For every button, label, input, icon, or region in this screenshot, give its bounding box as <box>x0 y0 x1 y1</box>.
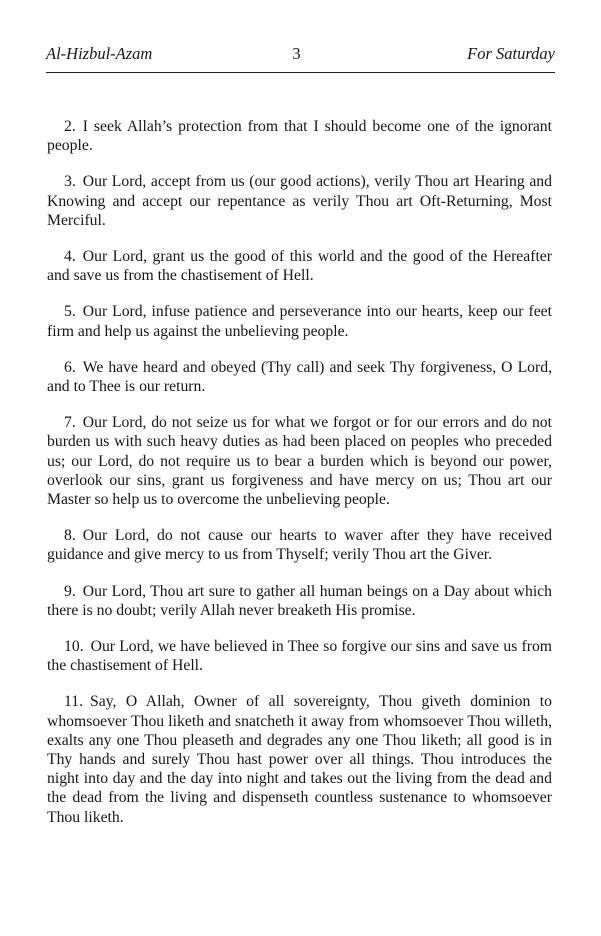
paragraph-text: Our Lord, do not seize us for what we forgot or for our errors and do not burden us with such heavy duties as had been placed on peoples who preceded us; our Lord, do not require us to bear a burden which is beyond our power, overlook our sins, grant us forgiveness and have mercy on us; Thou art our Master so help us to overcome the unbelieving people. <box>47 414 552 509</box>
paragraph-number: 10. <box>64 638 84 656</box>
paragraph-9 <box>47 582 552 620</box>
paragraph-3 <box>47 172 552 230</box>
paragraph-number: 5. <box>64 303 76 321</box>
paragraph-6 <box>47 358 552 396</box>
header-rule <box>46 72 555 73</box>
paragraph-text: Say, O Allah, Owner of all sovereignty, Thou giveth dominion to whomsoever Thou liketh and snatcheth it away from whomsoever Thou willeth, exalts any one Thou pleaseth and degrades any one Thou liketh; all good is in Thy hands and surely Thou hast power over all things. Thou introduces the night into day and the day into night and takes out the living from the dead and the dead from the living and dispenseth countless sustenance to whomsoever Thou liketh. <box>47 693 552 826</box>
paragraph-number: 8. <box>64 527 76 545</box>
paragraph-text: Our Lord, accept from us (our good actions), verily Thou art Hearing and Knowing and accept our repentance as verily Thou art Oft-Returning, Most Merciful. <box>47 173 552 229</box>
paragraph-number: 7. <box>64 414 76 432</box>
paragraph-7 <box>47 413 552 509</box>
paragraph-8 <box>47 526 552 564</box>
paragraph-text: We have heard and obeyed (Thy call) and seek Thy forgiveness, O Lord, and to Thee is our return. <box>47 358 552 396</box>
paragraph-text: Our Lord, we have believed in Thee so forgive our sins and save us from the chastisement of Hell. <box>47 638 552 675</box>
paragraph-4 <box>47 247 552 285</box>
paragraph-11 <box>47 692 552 826</box>
book-title: Al-Hizbul-Azam <box>46 44 153 63</box>
paragraph-number: 4. <box>64 248 76 266</box>
paragraph-number: 9. <box>64 582 76 600</box>
paragraph-text: Our Lord, infuse patience and perseverance into our hearts, keep our feet firm and help us against the unbelieving people. <box>47 303 552 340</box>
paragraph-2 <box>47 117 552 155</box>
section-title: For Saturday <box>467 44 555 63</box>
paragraph-number: 11. <box>64 693 84 711</box>
paragraph-number: 6. <box>64 358 76 376</box>
running-header <box>46 44 555 68</box>
paragraph-text: Our Lord, grant us the good of this world and the good of the Hereafter and save us from the chastisement of Hell. <box>47 248 552 285</box>
paragraph-text: Our Lord, Thou art sure to gather all human beings on a Day about which there is no doubt; verily Allah never breaketh His promise. <box>47 582 552 619</box>
page-body <box>47 117 552 844</box>
paragraph-10 <box>47 637 552 675</box>
paragraph-text: Our Lord, do not cause our hearts to waver after they have received guidance and give mercy to us from Thyself; verily Thou art the Giver. <box>47 527 552 564</box>
page-number: 3 <box>292 44 301 63</box>
paragraph-text: I seek Allah’s protection from that I should become one of the ignorant people. <box>47 118 552 155</box>
paragraph-5 <box>47 302 552 340</box>
paragraph-number: 2. <box>64 118 76 135</box>
paragraph-number: 3. <box>64 173 76 191</box>
